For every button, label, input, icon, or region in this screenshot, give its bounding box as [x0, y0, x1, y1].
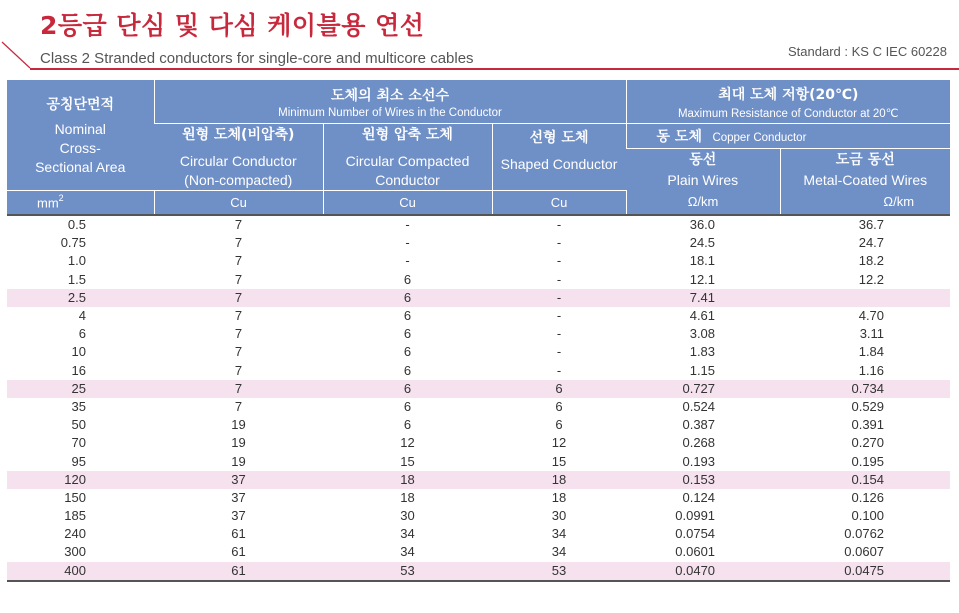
table-cell: 37 [154, 471, 323, 489]
table-cell: 30 [400, 508, 415, 524]
table-cell: 0.100 [851, 508, 885, 524]
table-cell: 18.1 [689, 253, 716, 269]
header-min-wires: 도체의 최소 소선수 Minimum Number of Wires in the Conductor [154, 80, 626, 124]
table-row [7, 416, 950, 434]
table-cell: 6 [403, 417, 412, 433]
table-cell: 30 [551, 508, 567, 524]
table-cell: 6 [403, 271, 412, 287]
unit-cu-shaped: Cu [492, 191, 626, 216]
conductor-spec-table [7, 80, 950, 582]
header-circular-conductor: 원형 도체(비압축) Circular Conductor (Non-compacted) [154, 124, 323, 191]
table-cell: 150 [64, 489, 86, 505]
header-metal-coated-wires: 도금 동선 Metal-Coated Wires [780, 149, 950, 191]
table-cell: 1.16 [858, 362, 885, 378]
table-cell: 19 [231, 417, 246, 433]
table-row [7, 489, 950, 507]
table-cell: 1.15 [689, 362, 716, 378]
table-cell: 0.126 [851, 489, 885, 505]
table-cell: 7 [234, 271, 243, 287]
table-cell: 34 [551, 526, 567, 542]
table-cell: 0.727 [626, 380, 780, 398]
table-cell: 50 [71, 417, 86, 433]
page-subtitle: Class 2 Stranded conductors for single-core and multicore cables [40, 50, 474, 67]
table-cell: 0.124 [682, 489, 716, 505]
table-cell: 25 [7, 380, 154, 398]
table-cell: 0.0601 [675, 544, 716, 560]
table-row [7, 562, 950, 581]
table-cell: 53 [323, 562, 492, 581]
table-cell: 19 [231, 435, 246, 451]
table-cell: 4.70 [858, 308, 885, 324]
table-row [7, 452, 950, 470]
table-row [7, 507, 950, 525]
table-cell: 18 [323, 471, 492, 489]
table-cell: 18 [551, 489, 567, 505]
table-row [7, 343, 950, 361]
table-cell: 240 [64, 526, 86, 542]
table-row [7, 271, 950, 289]
table-cell: 61 [154, 562, 323, 581]
table-cell: 18 [492, 471, 626, 489]
table-cell: 53 [492, 562, 626, 581]
table-cell: 7 [154, 289, 323, 307]
table-row [7, 434, 950, 452]
table-cell: 61 [231, 526, 246, 542]
table-cell: 10 [71, 344, 86, 360]
table-row [7, 543, 950, 561]
table-cell: 36.0 [689, 217, 716, 233]
table-cell: 15 [551, 453, 567, 469]
title-divider [30, 68, 959, 70]
table-cell [780, 289, 950, 307]
table-cell: 6 [78, 326, 86, 342]
table-cell: 3.11 [859, 326, 885, 342]
table-row [7, 234, 950, 252]
table-cell: 12.1 [689, 271, 716, 287]
table-cell: 120 [7, 471, 154, 489]
table-cell: 185 [64, 508, 86, 524]
table-cell: 0.387 [682, 417, 716, 433]
table-cell: - [556, 362, 562, 378]
table-cell: 16 [71, 362, 86, 378]
table-row [7, 215, 950, 234]
table-cell: 12 [551, 435, 567, 451]
table-cell: 0.195 [851, 453, 885, 469]
table-cell: 7 [234, 326, 243, 342]
table-cell: 0.75 [60, 235, 86, 251]
table-cell: 0.0475 [780, 562, 950, 581]
table-cell: 0.0754 [675, 526, 716, 542]
table-cell: 7 [234, 398, 243, 414]
table-cell: 6 [403, 362, 412, 378]
table-cell: 7 [234, 344, 243, 360]
table-cell: 24.5 [689, 235, 716, 251]
table-cell: 19 [231, 453, 246, 469]
table-cell: 12 [400, 435, 415, 451]
table-cell: 36.7 [858, 217, 885, 233]
table-cell: 0.270 [851, 435, 885, 451]
table-cell: - [556, 344, 562, 360]
table-cell: 12.2 [858, 271, 885, 287]
unit-ohm-coated: Ω/km [780, 191, 950, 216]
table-cell: 0.193 [682, 453, 716, 469]
table-cell: 4 [78, 308, 86, 324]
table-cell: 6 [323, 380, 492, 398]
table-cell: 7 [154, 380, 323, 398]
table-cell: 6 [492, 380, 626, 398]
table-cell: 6 [403, 344, 412, 360]
unit-ohm-plain: Ω/km [626, 191, 780, 216]
table-cell: - [556, 271, 562, 287]
table-cell: - [405, 253, 410, 269]
table-cell: 34 [551, 544, 567, 560]
table-cell: 95 [71, 453, 86, 469]
table-cell: - [556, 217, 562, 233]
table-row [7, 289, 950, 307]
header-nominal-area: 공칭단면적 Nominal Cross- Sectional Area [7, 80, 154, 191]
header-max-resistance: 최대 도체 저항(20℃) Maximum Resistance of Conductor at 20℃ [626, 80, 950, 124]
table-cell: 1.5 [67, 271, 86, 287]
table-cell: 1.84 [858, 344, 885, 360]
table-cell: 0.524 [682, 398, 716, 414]
header-plain-wires: 동선 Plain Wires [626, 149, 780, 191]
table-cell: 18 [400, 489, 415, 505]
table-cell: - [556, 326, 562, 342]
table-cell: 37 [231, 508, 246, 524]
table-cell: 35 [71, 398, 86, 414]
table-cell: 6 [403, 326, 412, 342]
unit-mm2: $mm^2$ [7, 191, 154, 216]
table-cell: - [556, 253, 562, 269]
table-cell: 37 [231, 489, 246, 505]
table-cell: 7.41 [626, 289, 780, 307]
table-cell: 0.0470 [626, 562, 780, 581]
table-cell: - [492, 289, 626, 307]
table-row [7, 380, 950, 398]
table-cell: 7 [234, 217, 243, 233]
accent-slash-icon [0, 38, 32, 70]
table-row [7, 525, 950, 543]
header-copper-conductor: 동 도체 Copper Conductor [626, 124, 950, 149]
table-cell: 3.08 [689, 326, 716, 342]
table-cell: 0.0607 [844, 544, 885, 560]
table-cell: 34 [400, 526, 415, 542]
table-cell: 1.0 [67, 253, 86, 269]
table-cell: 7 [234, 253, 243, 269]
table-cell: 0.529 [851, 398, 885, 414]
table-cell: 24.7 [858, 235, 885, 251]
table-cell: 6 [555, 417, 563, 433]
table-cell: 0.154 [780, 471, 950, 489]
table-row [7, 398, 950, 416]
table-cell: - [405, 235, 410, 251]
table-cell: 300 [64, 544, 86, 560]
table-cell: 400 [7, 562, 154, 581]
table-cell: - [556, 235, 562, 251]
table-row [7, 325, 950, 343]
table-cell: 4.61 [689, 308, 716, 324]
table-row [7, 307, 950, 325]
table-cell: 70 [71, 435, 86, 451]
table-cell: 7 [234, 308, 243, 324]
table-cell: 1.83 [689, 344, 716, 360]
page-title: 2등급 단심 및 다심 케이블용 연선 [40, 11, 425, 40]
table-cell: 6 [403, 398, 412, 414]
table-cell: 6 [403, 308, 412, 324]
table-cell: - [405, 217, 410, 233]
table-cell: 6 [555, 398, 563, 414]
table-row [7, 252, 950, 270]
table-cell: 2.5 [7, 289, 154, 307]
table-cell: 0.734 [780, 380, 950, 398]
table-cell: 0.5 [67, 217, 86, 233]
table-cell: - [556, 308, 562, 324]
header-compacted-conductor: 원형 압축 도체 Circular Compacted Conductor [323, 124, 492, 191]
table-cell: 7 [234, 235, 243, 251]
standard-label: Standard : KS C IEC 60228 [788, 44, 947, 59]
table-cell: 0.0762 [844, 526, 885, 542]
table-cell: 18.2 [858, 253, 885, 269]
table-body [7, 215, 950, 581]
table-row [7, 362, 950, 380]
unit-cu-circular: Cu [154, 191, 323, 216]
table-cell: 0.268 [682, 435, 716, 451]
table-cell: 0.153 [626, 471, 780, 489]
table-cell: 15 [400, 453, 415, 469]
table-cell: 6 [323, 289, 492, 307]
table-cell: 34 [400, 544, 415, 560]
table-cell: 61 [231, 544, 246, 560]
header-shaped-conductor: 선형 도체 Shaped Conductor [492, 124, 626, 191]
unit-cu-compacted: Cu [323, 191, 492, 216]
table-cell: 7 [234, 362, 243, 378]
table-row [7, 471, 950, 489]
table-cell: 0.391 [851, 417, 885, 433]
table-cell: 0.0991 [675, 508, 716, 524]
